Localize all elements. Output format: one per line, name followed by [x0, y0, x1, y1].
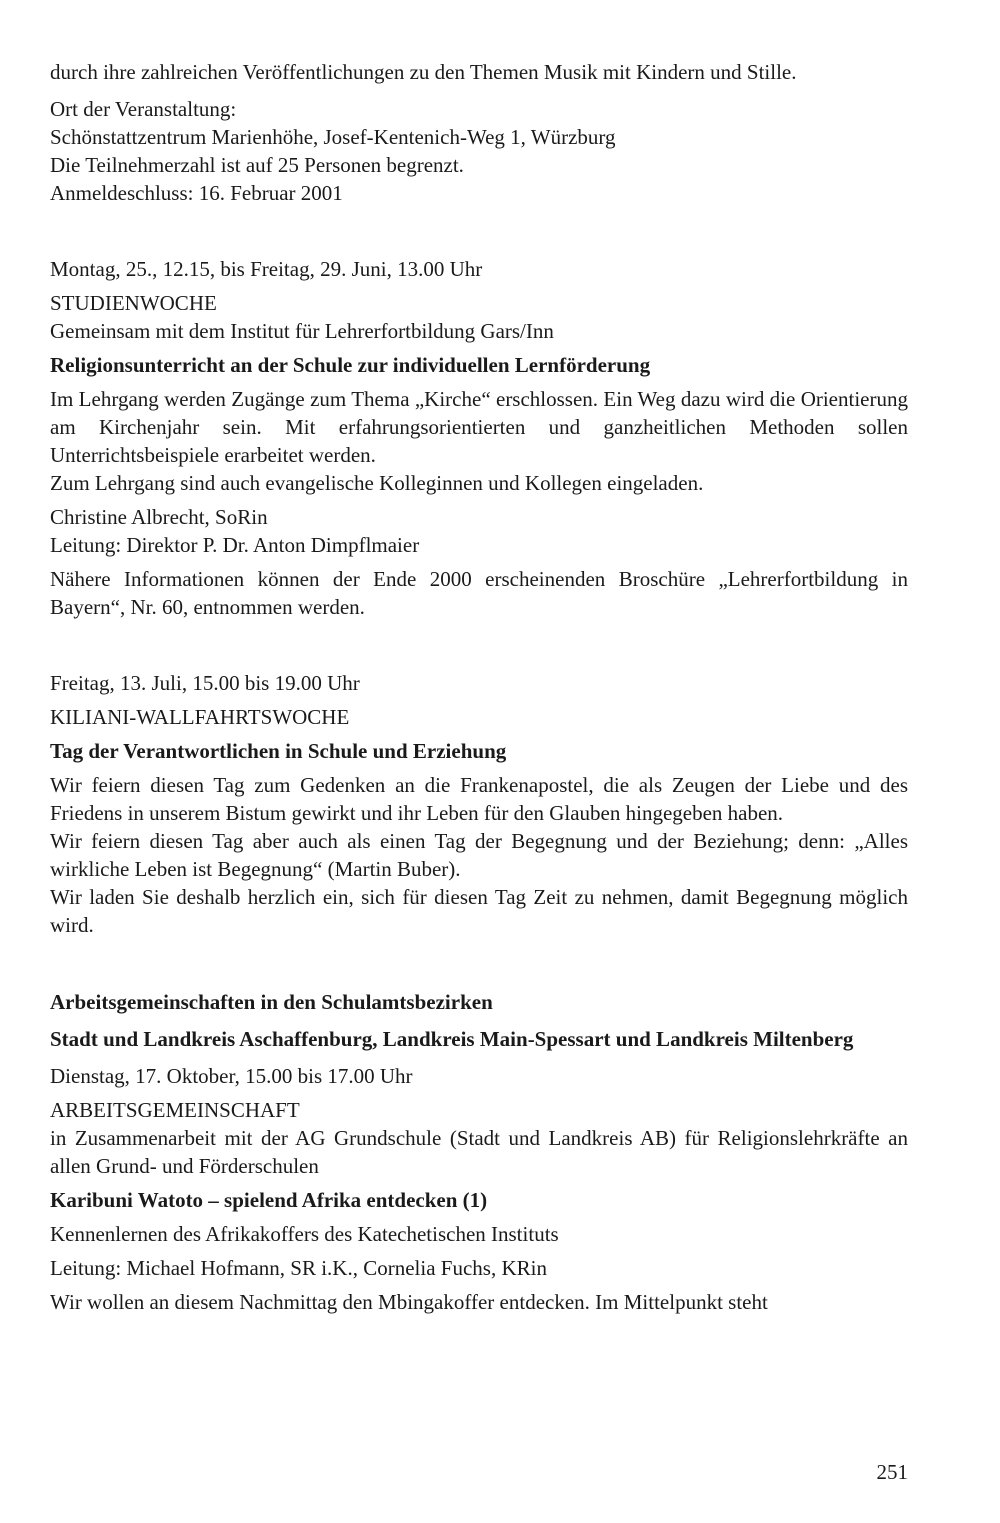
- event2-date: Freitag, 13. Juli, 15.00 bis 19.00 Uhr: [50, 671, 360, 695]
- event1-date: Montag, 25., 12.15, bis Freitag, 29. Juni, 13.00 Uhr: [50, 257, 483, 281]
- venue-address: Schönstattzentrum Marienhöhe, Josef-Kentenich-Weg 1, Würzburg: [50, 125, 616, 149]
- event1-leitung: Leitung: Direktor P. Dr. Anton Dimpflmaier: [50, 533, 420, 557]
- event2-title: Tag der Verantwortlichen in Schule und Erziehung: [50, 739, 507, 763]
- venue-label: Ort der Veranstaltung:: [50, 97, 237, 121]
- section-heading: Arbeitsgemeinschaften in den Schulamtsbezirken: [50, 990, 493, 1014]
- section-subheading: Stadt und Landkreis Aschaffenburg, Landkreis Main-Spessart und Landkreis Miltenberg: [50, 1027, 854, 1051]
- event3-date: Dienstag, 17. Oktober, 15.00 bis 17.00 Uhr: [50, 1064, 413, 1088]
- intro-text: durch ihre zahlreichen Veröffentlichungen zu den Themen Musik mit Kindern und Stille.: [50, 60, 797, 84]
- document-page: [50, 58, 908, 1316]
- participant-limit: Die Teilnehmerzahl ist auf 25 Personen begrenzt.: [50, 153, 464, 177]
- event2-description: Wir feiern diesen Tag zum Gedenken an die Frankenapostel, die als Zeugen der Liebe und des Friedens in unserem Bistum gewirkt und ihr Leben für den Glauben hingegeben haben.: [50, 773, 908, 825]
- event3-leitung: Leitung: Michael Hofmann, SR i.K., Cornelia Fuchs, KRin: [50, 1256, 547, 1280]
- event3-partner: in Zusammenarbeit mit der AG Grundschule (Stadt und Landkreis AB) für Religionslehrkräfte an allen Grund- und Förderschulen: [50, 1126, 908, 1178]
- event1-invitation: Zum Lehrgang sind auch evangelische Kolleginnen und Kollegen eingeladen.: [50, 471, 704, 495]
- event1-title: Religionsunterricht an der Schule zur individuellen Lernförderung: [50, 353, 651, 377]
- event2-encounter: Wir feiern diesen Tag aber auch als einen Tag der Begegnung und der Beziehung; denn: „Alles wirkliche Leben ist Begegnung“ (Martin Buber).: [50, 829, 908, 881]
- event1-partner: Gemeinsam mit dem Institut für Lehrerfortbildung Gars/Inn: [50, 319, 554, 343]
- event1-speaker: Christine Albrecht, SoRin: [50, 505, 268, 529]
- page-number: 251: [876, 1460, 908, 1484]
- event1-description: Im Lehrgang werden Zugänge zum Thema „Kirche“ erschlossen. Ein Weg dazu wird die Orientierung am Kirchenjahr sein. Mit erfahrungsorientierten und ganzheitlichen Methoden sollen Unterrichtsbeispiele erarbeitet werden.: [50, 387, 908, 467]
- event1-type: STUDIENWOCHE: [50, 291, 217, 315]
- event1-info: Nähere Informationen können der Ende 2000 erscheinenden Broschüre „Lehrerfortbildung in Bayern“, Nr. 60, entnommen werden.: [50, 567, 908, 619]
- registration-deadline: Anmeldeschluss: 16. Februar 2001: [50, 181, 343, 205]
- event3-continuation: Wir wollen an diesem Nachmittag den Mbingakoffer entdecken. Im Mittelpunkt steht: [50, 1290, 768, 1314]
- event2-type: KILIANI-WALLFAHRTSWOCHE: [50, 705, 350, 729]
- event3-title: Karibuni Watoto – spielend Afrika entdecken (1): [50, 1188, 488, 1212]
- event3-type: ARBEITSGEMEINSCHAFT: [50, 1098, 300, 1122]
- event2-invitation: Wir laden Sie deshalb herzlich ein, sich für diesen Tag Zeit zu nehmen, damit Begegnung möglich wird.: [50, 885, 908, 937]
- event3-description: Kennenlernen des Afrikakoffers des Katechetischen Instituts: [50, 1222, 559, 1246]
